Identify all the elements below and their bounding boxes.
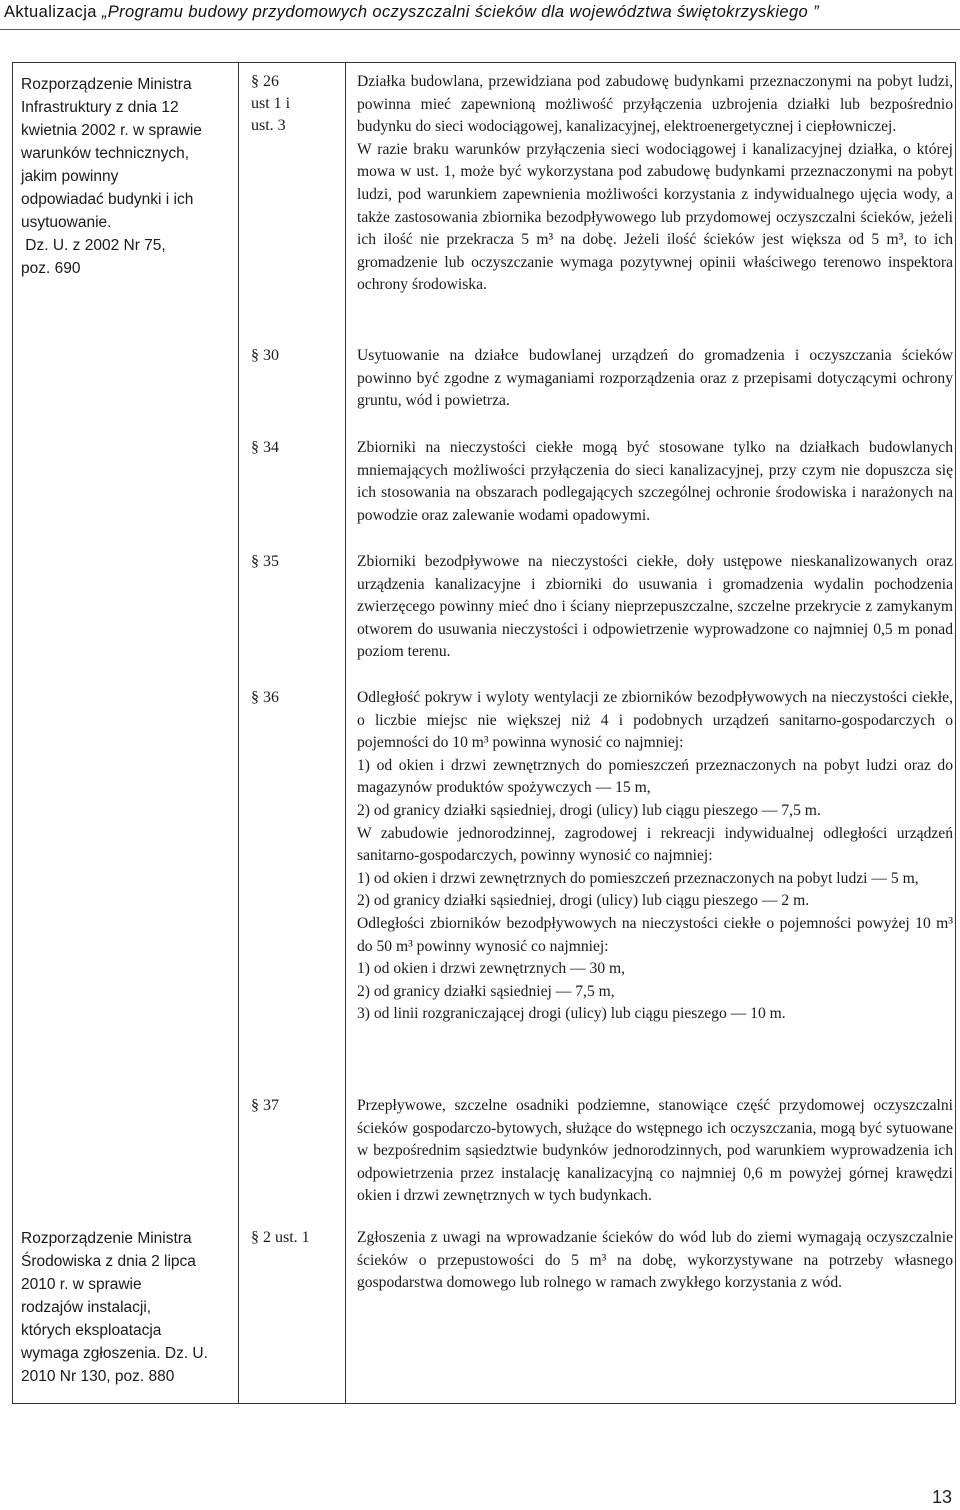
section-text-37 [357,1095,953,1208]
section-ref-36 [251,687,341,709]
section-ref-26 [251,71,341,137]
section-ref-30 [251,345,341,367]
paragraph: Odległości zbiorników bezodpływowych na nieczystości ciekłe o pojemności powyżej 10 m³ do 50 m³ powinny wynosić co najmniej: [357,914,953,955]
paragraph: Zbiorniki bezodpływowe na nieczystości ciekłe, doły ustępowe nieskanalizowanych oraz urządzenia kanalizacyjne i zbiorniki do usuwania i gromadzenia wydalin pochodzenia zwierzęcego powinny mieć dno i ściany nieprzepuszczalne, szczelne przekrycie z zamykanym otworem do usuwania nieczystości i odpowietrzenie wyprowadzone co najmniej 0,5 m ponad poziom terenu. [357,553,953,661]
section-text-30 [357,345,953,413]
source-line: poz. 690 [21,260,81,277]
paragraph: Działka budowlana, przewidziana pod zabudowę budynkami przeznaczonymi na pobyt ludzi, powinna mieć zapewnioną możliwość przyłączenia uzbrojenia działki lub bezpośrednio budynku do sieci wodociągowej, kanalizacyjnej, elektroenergetycznej i ciepłowniczej. [357,73,953,136]
column-divider [345,63,346,1403]
section-ref-34 [251,437,341,459]
source-line: 2010 r. w sprawie [21,1276,142,1293]
paragraph: 1) od okien i drzwi zewnętrznych — 30 m, [357,960,626,978]
paragraph: 2) od granicy działki sąsiedniej, drogi (ulicy) lub ciągu pieszego — 7,5 m. [357,801,821,819]
paragraph: W razie braku warunków przyłączenia sieci wodociągowej i kanalizacyjnej działka, o której mowa w ust. 1, może być wykorzystana pod zabudowę budynkami przeznaczonymi na pobyt ludzi, pod warunkiem zapewnienia możliwości korzystania z indywidualnego ujęcia wody, a także zastosowania zbiornika bezodpływowego lub przydomowej oczyszczalni ścieków, jeżeli ich ilość nie przekracza 5 m³ na dobę. Jeżeli ilość ścieków jest większa od 5 m³, to ich gromadzenie lub oczyszczanie wymaga pozytywnej opinii właściwego terenowo inspektora ochrony środowiska. [357,140,953,294]
regulation-source-infrastruktury [21,73,226,280]
paragraph: Odległość pokryw i wyloty wentylacji ze zbiorników bezodpływowych na nieczystości ciekłe, o liczbie miejsc nie większej niż 4 i podobnych urządzeń sanitarno-gospodarczych o pojemności do 10 m³ powinna wynosić co najmniej: [357,689,953,752]
ref-line: § 2 ust. 1 [251,1229,310,1246]
source-line: kwietnia 2002 r. w sprawie [21,122,202,139]
source-line: Środowiska z dnia 2 lipca [21,1253,196,1270]
source-line: 2010 Nr 130, poz. 880 [21,1368,175,1385]
section-text-35 [357,551,953,664]
page-number: 13 [931,1487,952,1507]
regulations-table [12,62,956,1404]
section-text-36 [357,687,953,1026]
source-line: usytuowanie. [21,214,112,231]
section-ref-35 [251,551,341,573]
source-line: jakim powinny [21,168,119,185]
paragraph: 2) od granicy działki sąsiedniej, drogi (ulicy) lub ciągu pieszego — 2 m. [357,892,810,910]
ref-line: § 30 [251,347,279,364]
source-line: odpowiadać budynki i ich [21,191,194,208]
source-line: wymaga zgłoszenia. Dz. U. [21,1345,208,1362]
section-text-34 [357,437,953,527]
ref-line: § 34 [251,439,279,456]
paragraph: 3) od linii rozgraniczającej drogi (ulicy) lub ciągu pieszego — 10 m. [357,1005,786,1023]
ref-line: § 36 [251,689,279,706]
page-header [0,0,960,30]
source-line: Rozporządzenie Ministra [21,1230,192,1247]
column-divider [238,63,239,1403]
regulation-source-srodowiska [21,1227,226,1388]
paragraph: 2) od granicy działki sąsiedniej — 7,5 m, [357,982,615,1000]
paragraph: 1) od okien i drzwi zewnętrznych do pomieszczeń przeznaczonych na pobyt ludzi oraz do magazynów produktów spożywczych — 15 m, [357,756,953,797]
ref-line: § 26 [251,73,279,90]
paragraph: Przepływowe, szczelne osadniki podziemne, stanowiące część przydomowej oczyszczalni ścieków gospodarczo-bytowych, służące do wstępnego ich oczyszczania, mogą być sytuowane w bezpośrednim sąsiedztwie budynków jednorodzinnych, pod warunkiem wyprowadzenia ich odpowietrzenia przez instalację kanalizacyjną co najmniej 0,6 m powyżej górnej krawędzi okien i drzwi zewnętrznych w tych budynkach. [357,1097,953,1205]
header-title: „Programu budowy przydomowych oczyszczalni ścieków dla województwa świętokrzyskiego ” [101,3,819,21]
source-line: Rozporządzenie Ministra [21,76,192,93]
source-line: Dz. U. z 2002 Nr 75, [21,237,166,254]
section-text-2-ust-1 [357,1227,953,1295]
ref-line: ust. 3 [251,117,286,134]
section-ref-37 [251,1095,341,1117]
source-line: których eksploatacja [21,1322,162,1339]
source-line: Infrastruktury z dnia 12 [21,99,179,116]
header-prefix: Aktualizacja [4,3,102,21]
paragraph: Zgłoszenia z uwagi na wprowadzanie ścieków do wód lub do ziemi wymagają oczyszczalnie ścieków o przepustowości do 5 m³ na dobę, wykorzystywane na potrzeby własnego gospodarstwa domowego lub rolnego w ramach zwykłego korzystania z wód. [357,1229,953,1292]
paragraph: W zabudowie jednorodzinnej, zagrodowej i rekreacji indywidualnej odległości urządzeń sanitarno-gospodarczych, powinny wynosić co najmniej: [357,824,953,865]
paragraph: Zbiorniki na nieczystości ciekłe mogą być stosowane tylko na działkach budowlanych mniemających możliwości przyłączenia do sieci kanalizacyjnej, przy czym nie dopuszcza się ich stosowania na obszarach podlegających szczególnej ochronie środowiska i narażonych na powodzie oraz zalewanie wodami opadowymi. [357,439,953,524]
section-ref-2-ust-1 [251,1227,341,1249]
paragraph: Usytuowanie na działce budowlanej urządzeń do gromadzenia i oczyszczania ścieków powinno być zgodne z wymaganiami rozporządzenia oraz z przepisami dotyczącymi ochrony gruntu, wód i powietrza. [357,347,953,410]
section-text-26 [357,71,953,297]
paragraph: 1) od okien i drzwi zewnętrznych do pomieszczeń przeznaczonych na pobyt ludzi — 5 m, [357,869,919,887]
ref-line: ust 1 i [251,95,291,112]
ref-line: § 35 [251,553,279,570]
ref-line: § 37 [251,1097,279,1114]
source-line: warunków technicznych, [21,145,189,162]
source-line: rodzajów instalacji, [21,1299,152,1316]
